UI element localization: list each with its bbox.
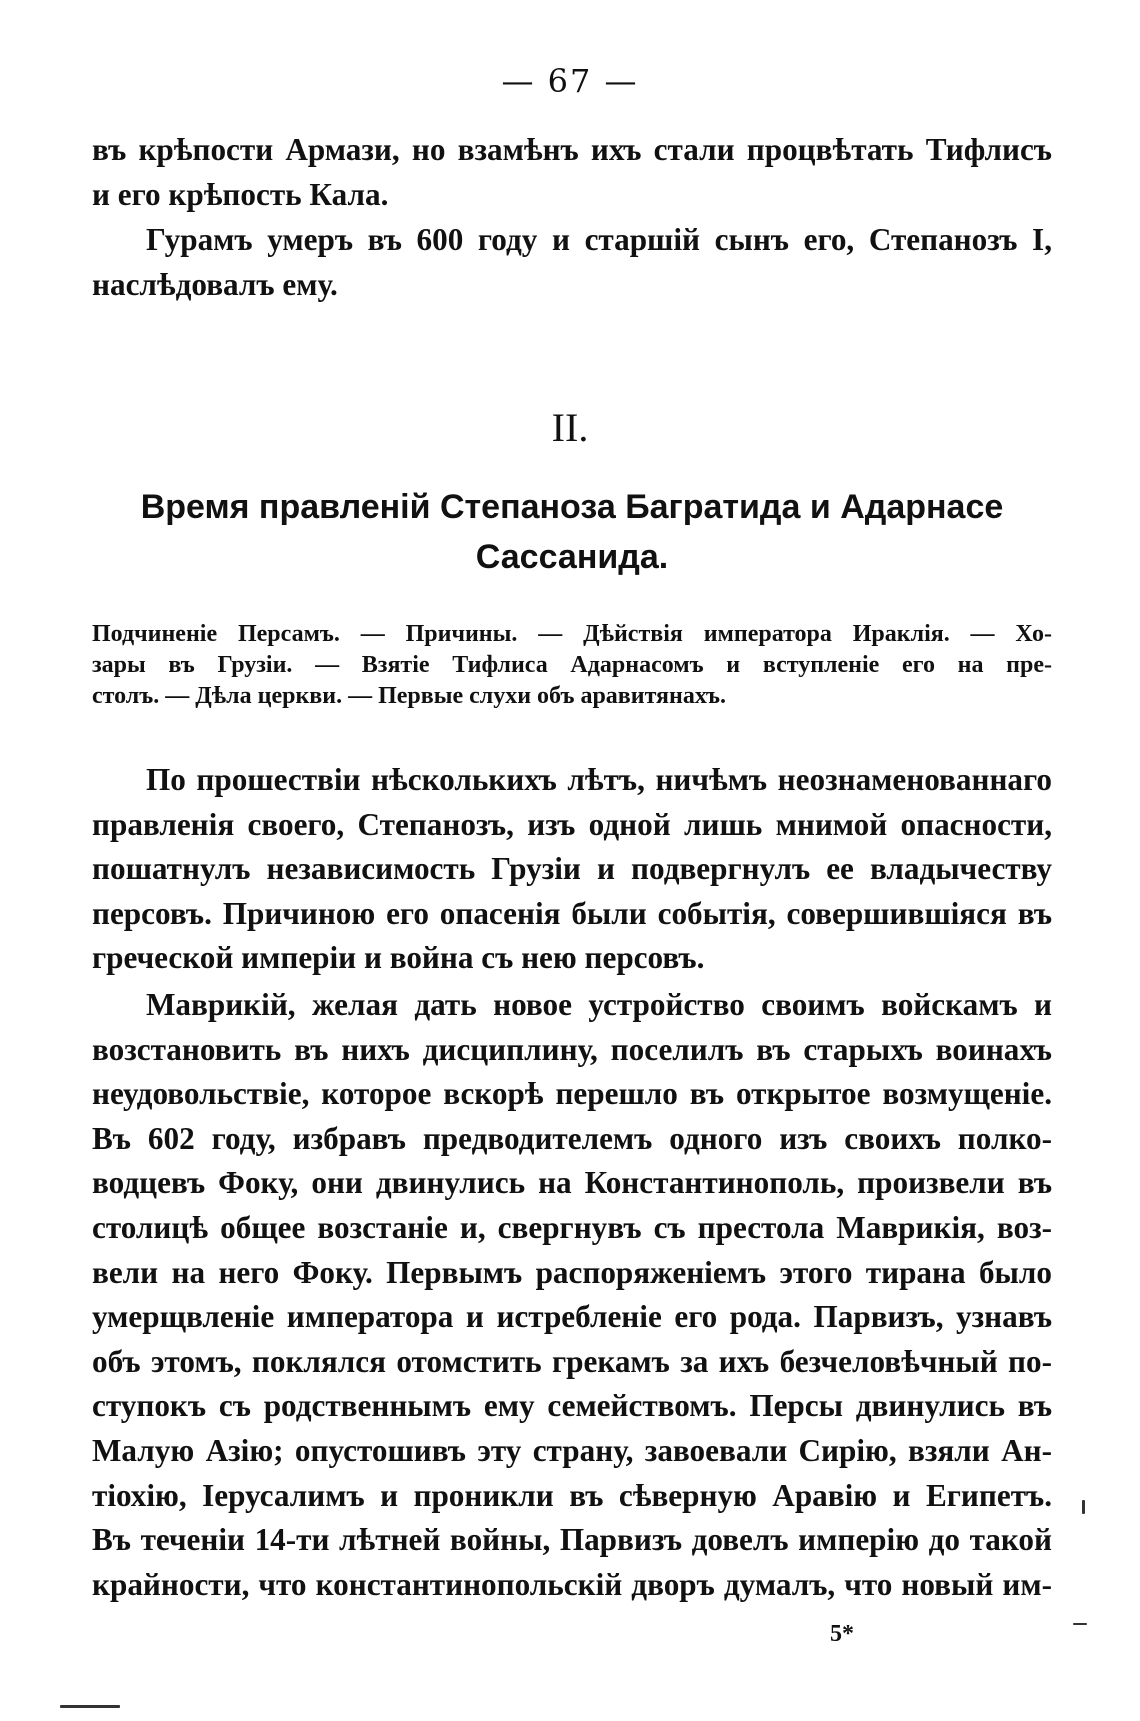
text-line: объ этомъ, поклялся отомстить грекамъ за ихъ безчеловѣчный по- (92, 1343, 1052, 1379)
text-line: вели на него Фоку. Первымъ распоряженіемъ этого тирана было (92, 1254, 1052, 1290)
text-line: тіохію, Іерусалимъ и проникли въ сѣверную Аравію и Египетъ. (92, 1477, 1052, 1513)
scan-speck (1082, 1500, 1085, 1514)
text-line: персовъ. Причиною его опасенія были событія, совершившіяся въ (92, 895, 1052, 931)
paragraph-stepanoz (92, 758, 1052, 981)
text-line: возстановить въ нихъ дисциплину, поселилъ въ старыхъ воинахъ (92, 1031, 1052, 1067)
text-line: греческой имперіи и война съ нею персовъ. (92, 940, 705, 976)
section-number: II. (551, 405, 589, 450)
text-line: въ крѣпости Армази, но взамѣнъ ихъ стали процвѣтать Тифлисъ (92, 132, 1052, 167)
text-line: Маврикій, желая дать новое устройство своимъ войскамъ и (146, 987, 1052, 1022)
summary-line: зары въ Грузіи. — Взятіе Тифлиса Адарнасомъ и вступленіе его на пре- (92, 652, 1052, 678)
section-summary (92, 619, 1052, 712)
signature-mark: 5* (830, 1621, 854, 1647)
text-line: неудовольствіе, которое вскорѣ перешло въ открытое возмущеніе. (92, 1076, 1052, 1112)
summary-line: столъ. — Дѣла церкви. — Первые слухи объ аравитянахъ. (92, 683, 726, 709)
scan-speck (1073, 1623, 1087, 1625)
scan-speck (60, 1705, 120, 1708)
text-line: правленія своего, Степанозъ, изъ одной лишь мнимой опасности, (92, 806, 1052, 842)
section-title-line: Сассанида. (475, 538, 669, 576)
text-line: ступокъ съ родственнымъ ему семействомъ. Персы двинулись въ (92, 1388, 1052, 1424)
section-title-line: Время правленій Степаноза Багратида и Адарнасе (140, 488, 1004, 526)
text-line: Малую Азію; опустошивъ эту страну, завоевали Сирію, взяли Ан- (92, 1432, 1052, 1468)
page-number: — 67 — (501, 62, 639, 100)
text-line: водцевъ Фоку, они двинулись на Константинополь, произвели въ (92, 1165, 1052, 1201)
text-line: крайности, что константинопольскій дворъ думалъ, что новый им- (92, 1566, 1052, 1602)
text-line: и его крѣпость Кала. (92, 176, 389, 212)
text-line: Въ 602 году, избравъ предводителемъ одного изъ своихъ полко- (92, 1120, 1052, 1156)
paragraph-continuation (92, 128, 1052, 217)
section-title (92, 482, 1052, 582)
text-line: Въ теченіи 14-ти лѣтней войны, Парвизъ довелъ имперію до такой (92, 1522, 1052, 1558)
paragraph-guram (92, 218, 1052, 307)
text-line: Гурамъ умеръ въ 600 году и старшій сынъ его, Степанозъ I, (146, 222, 1052, 257)
text-line: По прошествіи нѣсколькихъ лѣтъ, ничѣмъ неознаменованнаго (146, 762, 1052, 797)
text-line: наслѣдовалъ ему. (92, 266, 338, 302)
summary-line: Подчиненіе Персамъ. — Причины. — Дѣйствія императора Ираклія. — Хо- (92, 621, 1052, 647)
paragraph-mavrikiy (92, 983, 1052, 1607)
text-line: умерщвленіе императора и истребленіе его рода. Парвизъ, узнавъ (92, 1299, 1052, 1335)
text-line: пошатнулъ независимость Грузіи и подвергнулъ ее владычеству (92, 851, 1052, 887)
text-line: столицѣ общее возстаніе и, свергнувъ съ престола Маврикія, воз- (92, 1209, 1052, 1245)
